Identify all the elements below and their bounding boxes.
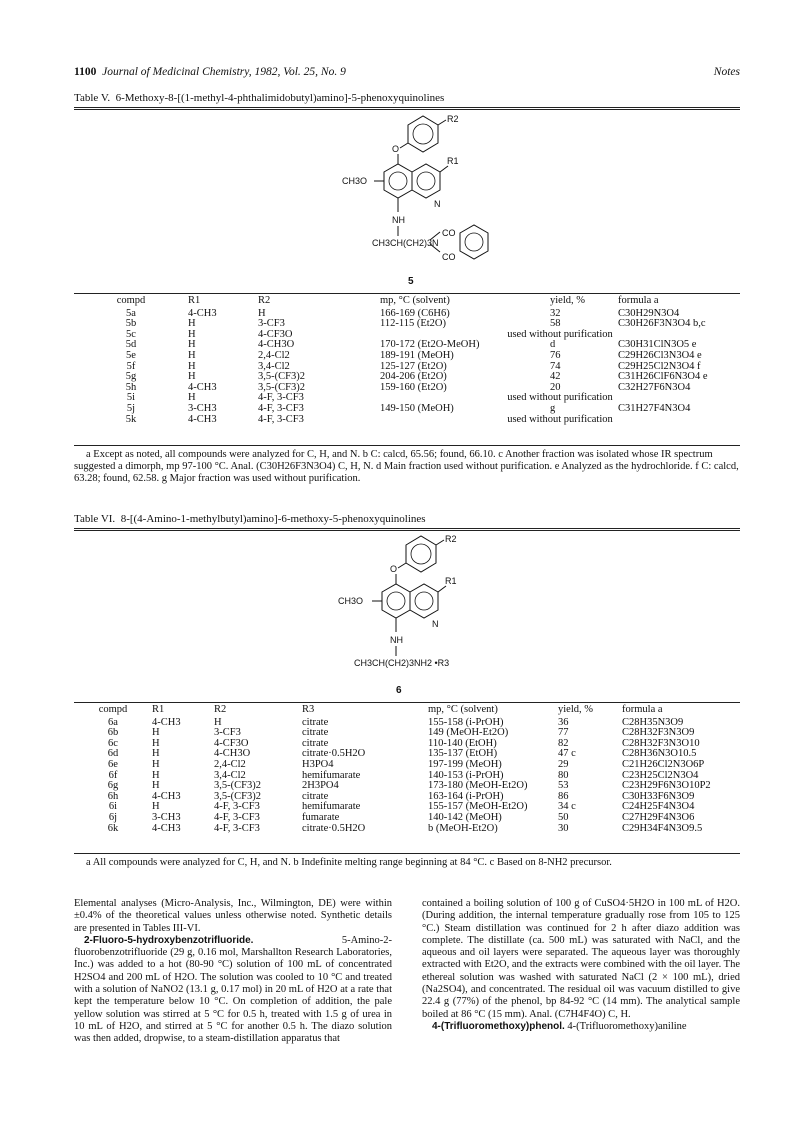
- table-cell: citrate: [302, 737, 329, 749]
- table-cell: 80: [558, 769, 569, 781]
- table5-label: Table V.: [74, 92, 111, 104]
- struct6-o: O: [390, 564, 398, 574]
- table-cell: 5d: [125, 339, 137, 351]
- table-cell: 3-CF3: [258, 318, 285, 330]
- table-cell: 4-CH3: [152, 822, 181, 834]
- table-cell: C28H32F3N3O10: [622, 737, 700, 749]
- table-cell: 140-142 (MeOH): [428, 811, 502, 823]
- table-cell: 3,4-Cl2: [258, 360, 290, 372]
- col-formula: formula a: [618, 295, 659, 306]
- table-cell: used without purification: [507, 413, 613, 425]
- table-cell: 5j: [126, 402, 136, 414]
- table-cell: 6j: [108, 811, 118, 823]
- table-cell: 5k: [125, 413, 137, 425]
- table-cell: H: [152, 769, 160, 781]
- table-cell: 32: [550, 307, 561, 319]
- table-cell: 6i: [108, 801, 118, 813]
- col-yield: yield, %: [550, 295, 585, 306]
- structure-5-diagram: [300, 112, 540, 292]
- table-cell: 4-CH3: [188, 413, 217, 425]
- table-cell: 4-CH3O: [214, 748, 251, 760]
- table-row: [74, 415, 740, 426]
- table-cell: H3PO4: [302, 758, 334, 770]
- table-cell: 5a: [126, 307, 136, 319]
- table-cell: citrate: [302, 716, 329, 728]
- col-formula: formula a: [622, 704, 663, 715]
- table-cell: 155-158 (i-PrOH): [428, 716, 504, 728]
- table-cell: H: [188, 318, 196, 330]
- table-cell: 112-115 (Et2O): [380, 318, 446, 330]
- col-compd: compd: [116, 295, 146, 306]
- table-cell: 29: [558, 758, 569, 770]
- table-cell: 6g: [107, 780, 119, 792]
- table-cell: 30: [558, 822, 569, 834]
- table-cell: 42: [550, 371, 561, 383]
- table-cell: 3,5-(CF3)2: [258, 381, 305, 393]
- table-cell: 6a: [108, 716, 118, 728]
- col-r1: R1: [152, 704, 165, 715]
- table-cell: 204-206 (Et2O): [380, 371, 447, 383]
- table-cell: d: [550, 339, 556, 351]
- table-cell: C30H31ClN3O5 e: [618, 339, 697, 351]
- table-cell: 4-F, 3-CF3: [258, 392, 304, 404]
- struct6-ch3o: CH3O: [338, 596, 364, 606]
- table-cell: 50: [558, 811, 569, 823]
- table5-top-rule: [74, 107, 740, 110]
- body-paragraph: Elemental analyses (Micro-Analysis, Inc., Wilmington, DE) were within ±0.4% of the theoretical values unless otherwise noted. Synthetic details are presented in Tables III-VI.: [74, 898, 392, 934]
- table-cell: 6b: [107, 727, 119, 739]
- table6-label: Table VI.: [74, 513, 116, 525]
- table5-caption: [74, 92, 444, 104]
- table-cell: 5h: [125, 381, 137, 393]
- table-cell: H: [152, 737, 160, 749]
- table-cell: 4-CF3O: [214, 737, 249, 749]
- body-paragraph: [422, 1021, 740, 1033]
- col-r2: R2: [214, 704, 227, 715]
- table-cell: 163-164 (i-PrOH): [428, 790, 504, 802]
- table-cell: 47 c: [558, 748, 576, 760]
- table-cell: 34 c: [558, 801, 576, 813]
- struct5-chain: CH3CH(CH2)3N: [372, 238, 439, 248]
- col-r1: R1: [188, 295, 201, 306]
- table-cell: 5b: [125, 318, 137, 330]
- page-number: 1100: [74, 66, 97, 78]
- table-cell: C30H33F6N3O9: [622, 790, 695, 802]
- compound-heading: 2-Fluoro-5-hydroxybenzotrifluoride.: [84, 934, 254, 946]
- table-cell: C30H26F3N3O4 b,c: [618, 318, 706, 330]
- table-cell: C31H27F4N3O4: [618, 402, 691, 414]
- struct5-n: N: [434, 199, 441, 209]
- table-cell: H: [152, 727, 160, 739]
- table-cell: 20: [550, 381, 561, 393]
- table-cell: 4-F, 3-CF3: [214, 801, 260, 813]
- table-cell: 2,4-Cl2: [258, 349, 290, 361]
- table-cell: 6f: [108, 769, 118, 781]
- table-cell: 155-157 (MeOH-Et2O): [428, 801, 528, 813]
- struct6-r1: R1: [445, 576, 457, 586]
- table-cell: 4-CH3: [152, 716, 181, 728]
- table-cell: H: [188, 392, 196, 404]
- table-cell: 6c: [108, 737, 118, 749]
- col-mp: mp, °C (solvent): [428, 704, 498, 715]
- table-cell: 74: [550, 360, 561, 372]
- table-cell: 4-CH3O: [258, 339, 295, 351]
- struct5-o: O: [392, 144, 400, 154]
- table-cell: C28H32F3N3O9: [622, 727, 695, 739]
- table-cell: b (MeOH-Et2O): [428, 822, 498, 834]
- table-row: [74, 383, 740, 394]
- table6-top-rule: [74, 528, 740, 531]
- table-cell: 4-CH3: [152, 790, 181, 802]
- table-cell: C24H25F4N3O4: [622, 801, 695, 813]
- struct6-r2: R2: [445, 534, 457, 544]
- paragraph-text: 5-Amino-2-fluorobenzotrifluoride (29 g, 0.16 mol, Marshallton Research Laboratories, Inc.) was added to a hot (80-90 °C) solution of 100 mL of concentrated H2SO4 and 200 mL of H2O. The solution was cooled to 10 °C and treated with a solution of NaNO2 (13.1 g, 0.17 mol) in 20 mL of H2O at a rate that kept the temperature below 10 °C. On completion of addition, the pale yellow solution was stirred at 5 °C for 0.5 h, treated with 1.5 g of urea in 10 mL of H2O, and stirred at 5 °C for another 0.5 h. The diazo solution was then added, dropwise, to a steam-distillation apparatus that: [74, 934, 392, 1045]
- table-cell: hemifumarate: [302, 769, 361, 781]
- struct6-chain: CH3CH(CH2)3NH2 •R3: [354, 658, 450, 668]
- table-cell: 197-199 (MeOH): [428, 758, 502, 770]
- table5-bottom-rule: [74, 445, 740, 446]
- table-cell: hemifumarate: [302, 801, 361, 813]
- table5-title: 6-Methoxy-8-[(1-methyl-4-phthalimidobutyl)amino]-5-phenoxyquinolines: [115, 92, 445, 104]
- table-cell: 170-172 (Et2O-MeOH): [380, 339, 480, 351]
- table5-header-top-rule: [74, 293, 740, 294]
- table-cell: 149-150 (MeOH): [380, 402, 454, 414]
- table-cell: 110-140 (EtOH): [428, 737, 497, 749]
- table-cell: 159-160 (Et2O): [380, 381, 447, 393]
- table-cell: g: [550, 402, 556, 414]
- table-cell: H: [188, 328, 196, 340]
- table-row: [74, 351, 740, 362]
- table-cell: citrate: [302, 727, 329, 739]
- table6-footnote: a All compounds were analyzed for C, H, and N. b Indefinite melting range beginning at 84 °C. c Based on 8-NH2 precursor.: [86, 857, 612, 868]
- table-cell: 4-F, 3-CF3: [214, 822, 260, 834]
- table-cell: H: [152, 748, 160, 760]
- table-cell: C21H26Cl2N3O6P: [622, 758, 705, 770]
- table-cell: citrate: [302, 790, 329, 802]
- struct5-r1: R1: [447, 156, 459, 166]
- struct5-ch3o: CH3O: [342, 176, 368, 186]
- table-cell: 3,5-(CF3)2: [258, 371, 305, 383]
- table-cell: 6e: [108, 758, 118, 770]
- running-header: [74, 66, 740, 78]
- table-row: [74, 760, 740, 771]
- table-cell: C30H29N3O4: [618, 307, 680, 319]
- structure-6-diagram: [298, 532, 538, 702]
- col-r2: R2: [258, 295, 271, 306]
- table-cell: 4-F, 3-CF3: [258, 402, 304, 414]
- col-mp: mp, °C (solvent): [380, 295, 450, 306]
- table-cell: 3-CH3: [152, 811, 181, 823]
- table6: [74, 705, 740, 834]
- table6-caption: [74, 513, 426, 525]
- table-cell: 4-F, 3-CF3: [214, 811, 260, 823]
- table-cell: 5c: [126, 328, 136, 340]
- table-cell: H: [188, 371, 196, 383]
- compound-heading: 4-(Trifluoromethoxy)phenol.: [432, 1020, 565, 1032]
- table-cell: C29H34F4N3O9.5: [622, 822, 703, 834]
- table-cell: C28H35N3O9: [622, 716, 684, 728]
- table-cell: C23H29F6N3O10P2: [622, 780, 711, 792]
- table5-header-row: [74, 296, 740, 309]
- journal-citation: Journal of Medicinal Chemistry, 1982, Vol. 25, No. 9: [102, 66, 346, 78]
- table-cell: 6h: [107, 790, 119, 802]
- struct5-nh: NH: [392, 215, 405, 225]
- table-cell: 4-F, 3-CF3: [258, 413, 304, 425]
- table-cell: 36: [558, 716, 569, 728]
- table6-header-row: [74, 705, 740, 718]
- table-cell: 58: [550, 318, 561, 330]
- body-right-column: [422, 898, 740, 1033]
- table-cell: 140-153 (i-PrOH): [428, 769, 504, 781]
- table-cell: 6k: [107, 822, 119, 834]
- table-cell: 3,4-Cl2: [214, 769, 246, 781]
- body-paragraph: [74, 935, 392, 1046]
- table-cell: 82: [558, 737, 569, 749]
- col-yield: yield, %: [558, 704, 593, 715]
- table6-header-top-rule: [74, 702, 740, 703]
- table-cell: 135-137 (EtOH): [428, 748, 498, 760]
- table-cell: 3,5-(CF3)2: [214, 790, 261, 802]
- table5-body: [74, 309, 740, 426]
- table-cell: C23H25Cl2N3O4: [622, 769, 699, 781]
- table6-bottom-rule: [74, 853, 740, 854]
- table-cell: H: [214, 716, 222, 728]
- table-row: [74, 404, 740, 415]
- table-cell: 2H3PO4: [302, 780, 339, 792]
- table-cell: 2,4-Cl2: [214, 758, 246, 770]
- struct6-n: N: [432, 619, 439, 629]
- table-cell: 77: [558, 727, 569, 739]
- table-cell: 149 (MeOH-Et2O): [428, 727, 509, 739]
- body-paragraph: contained a boiling solution of 100 g of CuSO4·5H2O in 100 mL of H2O. (During addition, the internal temperature gradually rose from 105 to 125 °C.) Steam distillation was continued for 2 h after diazo addition was complete. The distillate (ca. 500 mL) was saturated with NaCl, and the aqueous and oil layers were separated. The aqueous layer was thoroughly extracted with Et2O, and the extracts were combined with the oil layer. The ethereal solution was washed with saturated NaCl (2 × 100 mL), dried (Na2SO4), and concentrated. The residual oil was vacuum distilled to give 22.4 g (77%) of the phenol, bp 84-92 °C (14 mm). The analytical sample boiled at 86 °C (15 mm). Anal. (C7H4F4O) C, H.: [422, 898, 740, 1020]
- col-r3: R3: [302, 704, 315, 715]
- struct5-co-top: CO: [442, 228, 456, 238]
- table-cell: 86: [558, 790, 569, 802]
- table-cell: 4-CH3: [188, 381, 217, 393]
- struct5-number: 5: [408, 276, 414, 287]
- struct5-co-bot: CO: [442, 252, 456, 262]
- table-cell: citrate·0.5H2O: [302, 748, 366, 760]
- col-compd: compd: [98, 704, 128, 715]
- table-cell: used without purification: [507, 392, 613, 404]
- table-cell: 166-169 (C6H6): [380, 307, 450, 319]
- section-label: Notes: [713, 66, 740, 78]
- table-cell: 5e: [126, 349, 136, 361]
- struct6-nh: NH: [390, 635, 403, 645]
- table-cell: H: [152, 758, 160, 770]
- table-cell: H: [188, 349, 196, 361]
- table-cell: used without purification: [507, 328, 613, 340]
- paragraph-text: 4-(Trifluoromethoxy)aniline: [567, 1020, 687, 1032]
- table-cell: 173-180 (MeOH-Et2O): [428, 780, 528, 792]
- table5-footnote: a Except as noted, all compounds were analyzed for C, H, and N. b C: calcd, 65.56; found, 66.10. c Another fraction was isolated whose IR spectrum suggested a dimorph, mp 97-100 °C. Anal. (C30H26F3N3O4) C, H, N. d Main fraction used without purification. e Analyzed as the hydrochloride. f C: calcd, 63.28; found, 62.58. g Major fraction was used without purification.: [74, 449, 739, 484]
- table-cell: C32H27F6N3O4: [618, 381, 691, 393]
- table5: [74, 296, 740, 425]
- table-cell: 125-127 (Et2O): [380, 360, 447, 372]
- table-cell: C27H29F4N3O6: [622, 811, 695, 823]
- table-cell: C28H36N3O10.5: [622, 748, 697, 760]
- table-cell: H: [152, 801, 160, 813]
- table-cell: H: [258, 307, 266, 319]
- table-row: [74, 319, 740, 330]
- table-cell: 5g: [125, 371, 137, 383]
- table-cell: 189-191 (MeOH): [380, 349, 454, 361]
- table-cell: 5f: [126, 360, 136, 372]
- table-cell: 3-CF3: [214, 727, 241, 739]
- table-cell: fumarate: [302, 811, 340, 823]
- table-cell: C29H26Cl3N3O4 e: [618, 349, 702, 361]
- table-cell: 6d: [107, 748, 119, 760]
- table-cell: 4-CH3: [188, 307, 217, 319]
- table-cell: 3-CH3: [188, 402, 217, 414]
- table-cell: H: [188, 339, 196, 351]
- table-cell: C29H25Cl2N3O4 f: [618, 360, 701, 372]
- table-cell: 3,5-(CF3)2: [214, 780, 261, 792]
- table-cell: 53: [558, 780, 569, 792]
- table-cell: H: [152, 780, 160, 792]
- table6-body: [74, 718, 740, 835]
- struct5-r2: R2: [447, 114, 459, 124]
- table-cell: 4-CF3O: [258, 328, 293, 340]
- table-row: [74, 824, 740, 835]
- table-cell: 5i: [126, 392, 136, 404]
- table-cell: H: [188, 360, 196, 372]
- table6-title: 8-[(4-Amino-1-methylbutyl)amino]-6-methoxy-5-phenoxyquinolines: [120, 513, 426, 525]
- table-cell: 76: [550, 349, 561, 361]
- struct6-number: 6: [396, 685, 402, 696]
- body-left-column: [74, 898, 392, 1046]
- table-cell: C31H26ClF6N3O4 e: [618, 371, 708, 383]
- table-cell: citrate·0.5H2O: [302, 822, 366, 834]
- table-row: [74, 813, 740, 824]
